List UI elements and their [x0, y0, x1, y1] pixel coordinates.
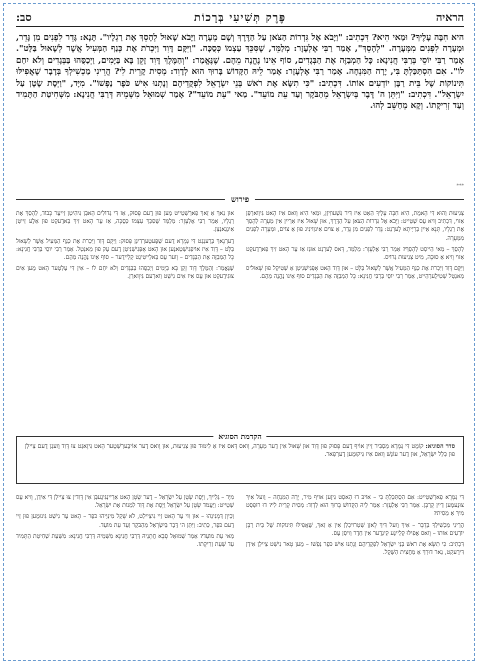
commentary-paragraph: צְנִיעוּת וְהוּא דִּי הָאמֶת, הִיא חִבָּה עָלֶיךָ הַאֵט אִיז דִּיר גִּשְׁעוֹוִיזְן, וּמַאי הִיא וָואס אִיז הָאט גִּיוַוארְפְּן אַזוֹי, דִּכְתִיב וָויא עֶס שְׁטֵייט: וַיָּבֹא אֶל גִּדְרוֹת הַצֹּאן עַל הַדֶּרֶךְ, אוּן שָׁאוּל אִיז אַרַיין אִין מְעָרָה לְהָסֵךְ אֶת רַגְלָיו, תָּנָא אֵיין בְּרַיְיתָא לֶערְנְט: גָּדֵר לִפְנִים מִן גָּדֵר, אַ צוֹים אִינוֵוינִיג פוּן אַ צוֹים, וּמְעָרָה לִפְנִים מִמְּעָרָה.	[246, 211, 464, 242]
page	[16, 8, 464, 658]
bottom-columns	[16, 494, 464, 658]
bottom-paragraph: מִיָּד – גְּלֵייךְ, וַיָּסֶת שָׂטָן עַל יִשְׂרָאֵל – דֶער שָׂטָן הָאט אַרַיינְגִּיגֶעבְּן אִין דָּוִד'ן צוּ צֵיילְן דִּי אִידְן, וָויא עֶס שְׁטֵייט: וַיַּעֲמֹד שָׂטָן עַל יִשְׂרָאֵל וַיָּסֶת אֶת דָּוִד לִמְנוֹת אֶת יִשְׂרָאֵל.	[16, 495, 234, 510]
commentary-paragraph: דֶערְנָאךְ בְּרֶענְגְט דִּי גְּמָרָא דֶעם שְׁפֶּעטֶערְדִיגְן פָּסוּק: וַיִּקָּם דָּוִד וַיִּכְרֹת אֶת כְּנַף הַמְּעִיל אֲשֶׁר לְשָׁאוּל בַּלָּט – דָּוִד אִיז אוֹיפְגִישְׁטַאנֶען אוּן הָאט אָפְּגִישְׁנִיטְן דֶעם עֶק פוּן מַאנְטְל. אָמַר רַבִּי יוֹסֵי בְּרַבִּי חֲנִינָא: כָּל הַמְבַזֶּה אֶת הַבְּגָדִים – וָוער עֶס בַּאלֵייטִיגְט קְלֵיידֶער – סוֹף אֵינוֹ נֶהֱנֶה מֵהֶם.	[16, 238, 234, 262]
commentary-paragraph: אוּן נַאךְ אַ זַאךְ פַארְשְׁטֵייט מֶען פוּן דֶעם פָּסוּק, אַז דִּי גְּדוֹלִים הָאבְּן גִּיהִיטְן זֵייעֶר כָּבוֹד, לְהָסֵךְ אֶת רַגְלָיו, אָמַר רַבִּי אֶלְעָזָר: מְלַמֵּד שֶׁסִּכֵּךְ עַצְמוֹ כְּסֻכָּה, אַז עֶר הָאט זִיךְ בַּאדֶעקְט פוּן אַלֶע זַייטְן אִינְגַאנְצְן.	[16, 211, 234, 234]
bottom-paragraph: דִּי גְּמָרָא פַארְשְׁטֵייט: אִם הִסְתַּכַּלְתָּ בִּי – אוֹיבּ דוּ הָאסְט גִּיזֶען אוֹיף מִיר, יָרָה הַמִּנְחָה – וֶועל אִיךְ צוּנֶעמֶען דַיין קָרְבָּן. אָמַר רַבִּי אֶלְעָזָר: אָמַר לֵיהּ הַקָּדוֹשׁ בָּרוּךְ הוּא לְדָוִד: מְסִית קָרֵית לִי? דוּ רוּפְסְט מִיךְ אַ מֵסִית?	[246, 495, 464, 518]
intro-label: סדר הסוגיא:	[425, 443, 455, 450]
bottom-paragraph: דִּכְתִיב: כִּי תִשָּׂא אֶת רֹאשׁ בְּנֵי יִשְׂרָאֵל לִפְקֻדֵיהֶם וְנָתְנוּ אִישׁ כֹּפֶר נַפְשׁוֹ – מֶען טָאר נִישְׁט צֵיילְן אִידְן דִּירֶעקְט, נַאר דוּרְךְ אַ מַחֲצִית הַשֶּׁקֶל.	[246, 542, 464, 557]
intro-title: הקדמת הסוגיא	[213, 431, 266, 442]
bottom-paragraph: הֲרֵינִי מַכְשִׁילְךָ בְּדָבָר – אִיךְ וֶועל דִּיךְ לָאזְן שְׁטְרוֹיכְלְן אִין אַ זַאךְ, שֶׁאֲפִילּוּ תִּינוֹקוֹת שֶׁל בֵּית רַבָּן יוֹדְעִים אוֹתוֹ – וָואס אֲפִילּוּ קְלֵיינֶע קִינְדֶער אִין חֵדֶר וֵויסְן עֶס.	[246, 522, 464, 537]
gemara-text: היא חִבָּה עָלֶיךָ? וּמַאי הִיא? דִּכְתִיב: "וַיָּבֹא אֶל גִּדְרוֹת הַצֹּאן עַל הַדֶּרֶךְ וְשָׁם מְעָרָה וַיָּבֹא שָׁאוּל לְהָסֵךְ אֶת רַגְלָיו". תָּנָא: גָּדֵר לִפְנִים מִן גָּדֵר, וּמְעָרָה לִפְנִים מִמְּעָרָה. "לְהָסֵךְ", אָמַר רַבִּי אֶלְעָזָר: מְלַמֵּד, שֶׁסִּכֵּךְ עַצְמוֹ כְּסֻכָּה. "וַיִּקָּם דָּוִד וַיִּכְרֹת אֶת כְּנַף הַמְּעִיל אֲשֶׁר לְשָׁאוּל בַּלָּט". אָמַר רַבִּי יוֹסֵי בְּרַבִּי חֲנִינָא: כָּל הַמְבַזֶּה אֶת הַבְּגָדִים, סוֹף אֵינוֹ נֶהֱנֶה מֵהֶם. שֶׁנֶּאֱמַר: "וְהַמֶּלֶךְ דָּוִד זָקֵן בָּא בַּיָּמִים, וַיְכַסֻּהוּ בַּבְּגָדִים וְלֹא יִחַם לוֹ". אִם הִסְתַּכַּלְתָּ בִּי, יָרָה הַמִּנְחָה. אָמַר רַבִּי אֶלְעָזָר: אָמַר לֵיהּ הַקָּדוֹשׁ בָּרוּךְ הוּא לְדָוִד: מְסִית קָרֵית לִי? הֲרֵינִי מַכְשִׁילְךָ בְּדָבָר שֶׁאֲפִילּוּ תִּינוֹקוֹת שֶׁל בֵּית רַבָּן יוֹדְעִים אוֹתוֹ. דִּכְתִיב: "כִּי תִשָּׂא אֶת רֹאשׁ בְּנֵי יִשְׂרָאֵל לִפְקֻדֵיהֶם וְנָתְנוּ אִישׁ כֹּפֶר נַפְשׁוֹ". מִיָּד, "וַיְּסָת שָׂטָן עַל יִשְׂרָאֵל". דִּכְתִיב: "וַיִּתֵּן ה' דֶּבֶר בְּיִשְׂרָאֵל מֵהַבֹּקֶר וְעַד עֵת מוֹעֵד". מַאי "עֵת מוֹעֵד"? אָמַר שְׁמוּאֵל מִשְּׁמֵיהּ דְּרַבִּי חֲנִינָא: מִשְּׁחִיטַת הַתָּמִיד וְעַד זְרִיקָתוֹ. וְקָא מְחַשֵּׁב לְהוּ.	[16, 33, 464, 112]
commentary-columns	[16, 210, 464, 428]
commentary-title: פירוש	[225, 192, 255, 206]
bottom-left-column	[16, 494, 234, 658]
note-mark: ***	[456, 183, 464, 189]
bottom-paragraph: מַאי עֵת מוֹעֵד? אָמַר שְׁמוּאֵל סָבָא חֲתָנֵיהּ דְּרַבִּי חֲנִינָא מִשְּׁמֵיהּ דְּרַבִּי חֲנִינָא: מִשְּׁעַת שְׁחִיטַת הַתָּמִיד עַד שְׁעַת זְרִיקָתוֹ.	[16, 533, 234, 549]
header-page-number: סב:	[16, 10, 32, 24]
intro-text: קוֹמֶט דִּי גְּמָרָא מַסְבִּיר זַיין אוֹיף דֶעם פָּסוּק פוּן דָּוִד אוּן שָׁאוּל אִין דֶער מְעָרָה, וָואס דָּאס אִיז אַ לִימּוּד פוּן צְנִיעוּת, אוּן וָואס דֶער אוֹיבֶּערְשְׁטֶער הָאט גִּיזָאגְט צוּ דָּוִד וֶועגְן דֶעם צֵיילְן פוּן כְּלַל יִשְׂרָאֵל, אוּן דֶער עוֹנֶשׁ וָואס אִיז גִּיקוּמֶען דֶערְפַאר.	[25, 443, 455, 459]
commentary-right-column	[246, 210, 464, 428]
bottom-right-column	[246, 494, 464, 658]
intro-box	[16, 432, 464, 484]
commentary-paragraph: וַיִּקָּם דָּוִד וַיִּכְרֹת אֶת כְּנַף הַמְּעִיל אֲשֶׁר לְשָׁאוּל בַּלָּט – אוּן דָּוִד הָאט אָפְּגִישְׁנִיטְן אַ שְׁטִיקְל פוּן שָׁאוּל'ס מַאנְטְל שְׁטִילֶערְהֵייט, אָמַר רַבִּי יוֹסֵי בְּרַבִּי חֲנִינָא: כָּל הַמְבַזֶּה אֶת הַבְּגָדִים סוֹף אֵינוֹ נֶהֱנֶה מֵהֶם.	[246, 266, 464, 281]
commentary-left-column	[16, 210, 234, 428]
commentary-heading	[16, 192, 464, 206]
commentary-paragraph: לְהָסֵךְ – מַאי הֵייסְט לְהָסֵךְ? אָמַר רַבִּי אֶלְעָזָר: מְלַמֵּד, דָּאס לֶערְנְט אוּנְז אַז עֶר הָאט זִיךְ פַארְדֶעקְט אַזוֹי וָויא אַ סוּכָּה, מִיט צְנִיעוּת גְּרוֹיס.	[246, 246, 464, 262]
page-header	[16, 8, 464, 27]
header-chapter-title: פֶּרֶק תְּשִׁיעִי בְּרָכוֹת	[193, 10, 287, 24]
commentary-paragraph: שֶׁנֶּאֱמַר: וְהַמֶּלֶךְ דָּוִד זָקֵן בָּא בַּיָּמִים וַיְכַסֻּהוּ בַּבְּגָדִים וְלֹא יִחַם לוֹ – אִין דִּי עֶלְטֶער הָאט מֶען אִים צוּגִידֶעקְט אוּן עֶס אִיז אִים נִישְׁט וַוארְעם גִּיוָוארְן.	[16, 266, 234, 281]
bottom-paragraph: וְכֵיוָן דְּמָנִינְהוּ – אוּן וִוי עֶר הָאט זֵיי גִּיצֵיילְט, לֹא שָׁקַל מִינַּיְיהוּ כֹּפֶר – הָאט עֶר נִישְׁט גִּינוּמֶען פוּן זֵיי דֶעם כֹּפֶר, כְּתִיב: וַיִּתֵּן ה' דֶּבֶר בְּיִשְׂרָאֵל מֵהַבֹּקֶר וְעַד עֵת מוֹעֵד.	[16, 514, 234, 529]
header-right-label: הראיה	[435, 10, 464, 24]
